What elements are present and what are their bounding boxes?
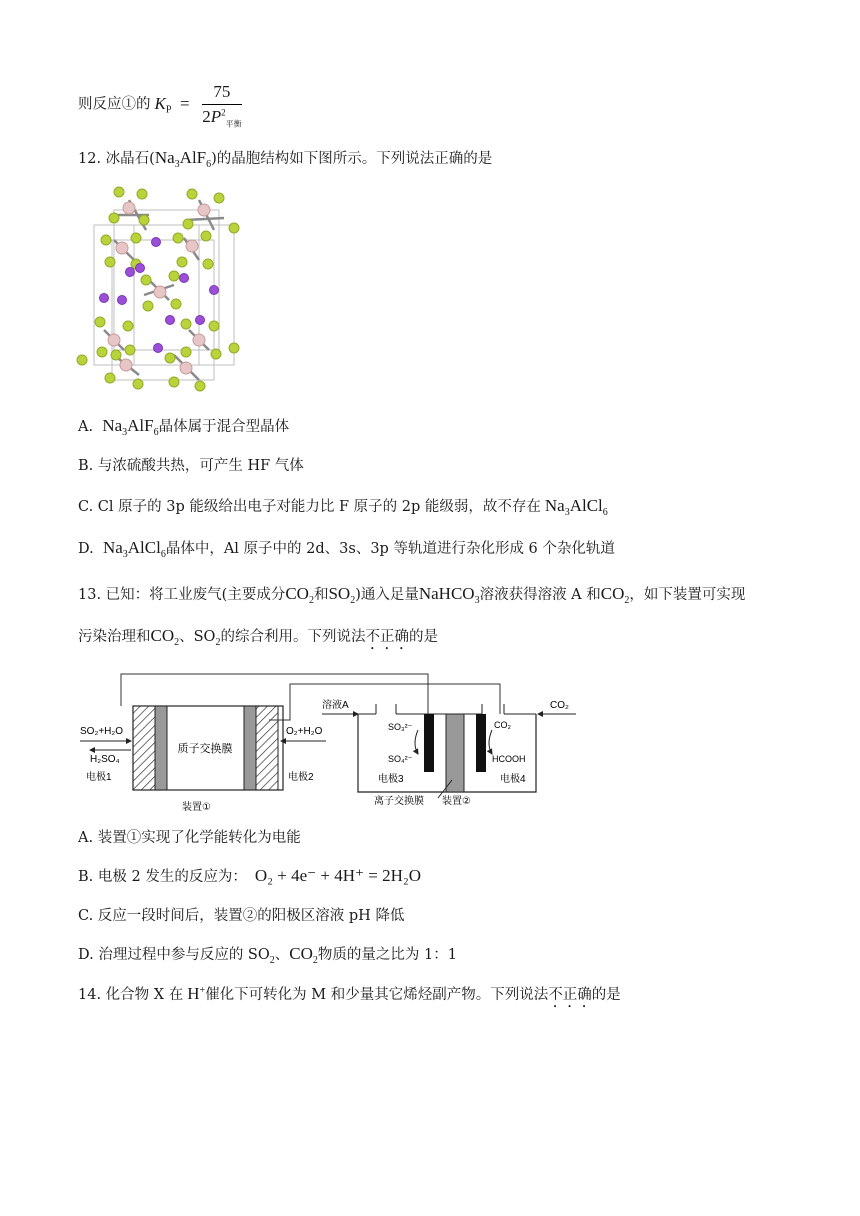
svg-text:SO₄²⁻: SO₄²⁻ bbox=[388, 754, 413, 764]
q12-option-c: C. Cl 原子的 3p 能级给出电子对能力比 F 原子的 2p 能级弱，故不存在 $Na_3AlCl_6$ bbox=[78, 496, 608, 518]
q13-option-d: D. 治理过程中参与反应的 $SO_2$、$CO_2$物质的量之比为 1：1 bbox=[78, 944, 457, 966]
q12-option-a: A. $Na_3AlF_6$晶体属于混合型晶体 bbox=[78, 416, 290, 438]
svg-text:离子交换膜: 离子交换膜 bbox=[374, 796, 424, 807]
svg-text:H₂SO₄: H₂SO₄ bbox=[90, 754, 120, 765]
q13-option-c: C. 反应一段时间后，装置②的阳极区溶液 pH 降低 bbox=[78, 908, 405, 924]
svg-text:装置②: 装置② bbox=[442, 796, 471, 807]
svg-text:电极3: 电极3 bbox=[378, 774, 404, 785]
crystal-structure-image bbox=[74, 180, 244, 400]
q13-option-b: B. 电极 2 发生的反应为： O₂ + 4e⁻ + 4H⁺ = 2H₂O bbox=[78, 866, 422, 885]
q13-stem-line1: 13. 已知：将工业废气(主要成分$CO_2$和$SO_2$)通入足量NaHCO$_3$溶液获得溶液 A 和$CO_2$，如下装置可实现 bbox=[78, 584, 746, 606]
svg-text:质子交换膜: 质子交换膜 bbox=[177, 743, 233, 755]
q12-option-d: D. $Na_3AlCl_6$晶体中，Al 原子中的 2d、3s、3p 等轨道进行杂化形成 6 个杂化轨道 bbox=[78, 538, 615, 560]
q13-stem-line2: 污染治理和$CO_2$、$SO_2$的综合利用。下列说法不正确的是 bbox=[78, 626, 438, 648]
electrochemical-device-diagram bbox=[76, 668, 586, 840]
svg-text:SO₃²⁻: SO₃²⁻ bbox=[388, 722, 413, 732]
svg-text:溶液A: 溶液A bbox=[322, 700, 349, 711]
svg-text:CO₂: CO₂ bbox=[494, 720, 511, 730]
emphasis-not-correct: 不正确 bbox=[365, 629, 409, 645]
q12-stem: 12. 冰晶石$(Na_3AlF_6)$的晶胞结构如下图所示。下列说法正确的是 bbox=[78, 148, 493, 170]
svg-text:装置①: 装置① bbox=[182, 802, 211, 813]
svg-text:电极1: 电极1 bbox=[86, 772, 112, 783]
svg-text:CO₂: CO₂ bbox=[550, 700, 569, 711]
kp-prefix: 则反应①的 bbox=[78, 96, 151, 113]
svg-text:电极2: 电极2 bbox=[288, 772, 314, 783]
kp-fraction: $\frac{75}{2P^2_{平衡}}$ bbox=[202, 82, 242, 129]
emphasis-not-correct: 不正确 bbox=[548, 987, 592, 1003]
svg-text:电极4: 电极4 bbox=[500, 774, 526, 785]
q12-option-b: B. 与浓硫酸共热，可产生 HF 气体 bbox=[78, 458, 304, 474]
svg-text:HCOOH: HCOOH bbox=[492, 754, 526, 764]
q13-option-a: A. 装置①实现了化学能转化为电能 bbox=[78, 830, 301, 846]
svg-text:O₂+H₂O: O₂+H₂O bbox=[286, 726, 323, 737]
q14-stem: 14. 化合物 X 在 H+催化下可转化为 M 和少量其它烯烃副产物。下列说法不正确的是 bbox=[78, 984, 621, 1003]
svg-text:SO₂+H₂O: SO₂+H₂O bbox=[80, 726, 124, 737]
kp-expression: 则反应①的 $K_P$ = $\frac{75}{2P^2_{平衡}}$ bbox=[78, 82, 242, 129]
